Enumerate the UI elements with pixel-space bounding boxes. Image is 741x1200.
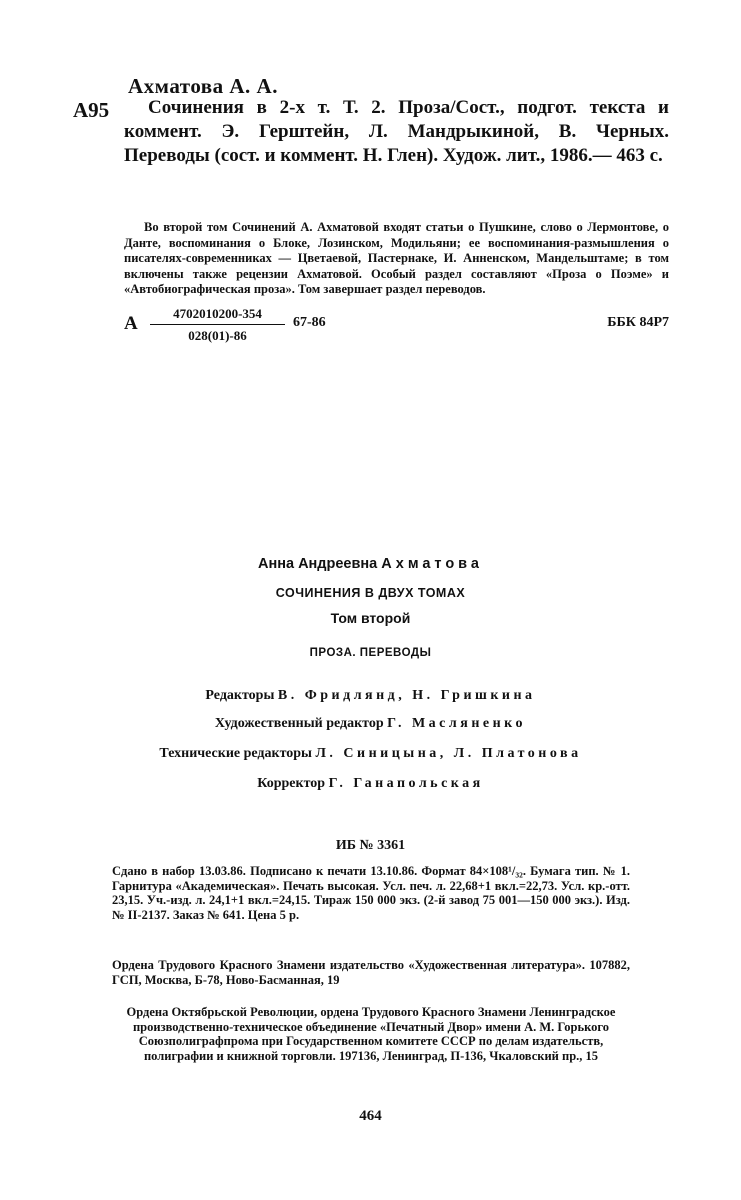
author-surname: Ахматова xyxy=(381,556,483,572)
card-bibliographic-entry: Сочинения в 2-х т. Т. 2. Проза/Сост., подгот. текста и коммент. Э. Герштейн, Л. Мандрыкиной, В. Черных. Переводы (сост. и коммент. Н. Глен). Худож. лит., 1986.— 463 с. xyxy=(124,97,669,166)
credit-role: Корректор xyxy=(257,776,326,791)
card-code: А95 xyxy=(73,98,110,122)
print-details: Сдано в набор 13.03.86. Подписано к печати 13.10.86. Формат 84×108¹/₃₂. Бумага тип. № 1. Гарнитура «Академическая». Печать высокая. Усл. печ. л. 22,68+1 вкл.=22,73. Усл. кр.-отт. 23,15. Уч.-изд. л. 24,1+1 вкл.=24,15. Тираж 150 000 экз. (2-й завод 75 001—150 000 экз.). Изд. № II-2137. Заказ № 641. Цена 5 р. xyxy=(112,864,630,922)
publisher-info: Ордена Трудового Красного Знамени издательство «Художественная литература». 107882, ГСП, Москва, Б-78, Ново-Басманная, 19 xyxy=(112,958,630,987)
credit-role: Технические редакторы xyxy=(159,746,312,761)
page-number: 464 xyxy=(359,1108,382,1124)
card-bbk: ББК 84Р7 xyxy=(607,315,669,330)
works-title: СОЧИНЕНИЯ В ДВУХ ТОМАХ xyxy=(275,586,466,600)
ib-number: ИБ № 3361 xyxy=(335,838,406,853)
card-annotation: Во второй том Сочинений А. Ахматовой входят статьи о Пушкине, слово о Лермонтове, о Данте, воспоминания о Блоке, Лозинском, Модильяни; ее воспоминания-размышления о писателях-современниках — Цветаевой, Пастернаке, И. Анненском, Мандельштаме; в том включены также рецензии Ахматовой. Особый раздел составляют «Проза о Поэме» и «Автобиографическая проза». Том завершает раздел переводов. xyxy=(124,220,669,296)
card-index-denominator: 028(01)-86 xyxy=(188,328,247,343)
card-index-numerator: 4702010200-354 xyxy=(150,306,285,325)
card-index-fraction xyxy=(150,306,285,344)
credit-art-editor xyxy=(0,716,741,732)
section-title: ПРОЗА. ПЕРЕВОДЫ xyxy=(309,647,432,659)
credit-proofreader xyxy=(0,776,741,792)
author-full-name xyxy=(0,556,741,572)
credit-role: Художественный редактор xyxy=(214,716,384,731)
credit-role: Редакторы xyxy=(205,688,275,703)
card-index-tail: 67-86 xyxy=(293,315,326,330)
card-index-letter: А xyxy=(124,313,138,334)
author-first-names: Анна Андреевна xyxy=(258,556,378,572)
credit-names: В. Фридлянд, Н. Гришкина xyxy=(277,688,536,703)
credit-editors xyxy=(0,688,741,704)
credit-names: Л. Синицына, Л. Платонова xyxy=(315,746,582,761)
card-author: Ахматова А. А. xyxy=(128,74,278,98)
volume-title: Том второй xyxy=(330,610,411,626)
credit-names: Г. Ганапольская xyxy=(328,776,484,791)
credit-names: Г. Масляненко xyxy=(387,716,527,731)
credit-technical-editors xyxy=(0,746,741,762)
printer-info: Ордена Октябрьской Революции, ордена Трудового Красного Знамени Ленинградское производственно-техническое объединение «Печатный Двор» имени А. М. Горького Союзполиграфпрома при Государственном комитете СССР по делам издательств, полиграфии и книжной торговли. 197136, Ленинград, П-136, Чкаловский пр., 15 xyxy=(126,1005,616,1063)
